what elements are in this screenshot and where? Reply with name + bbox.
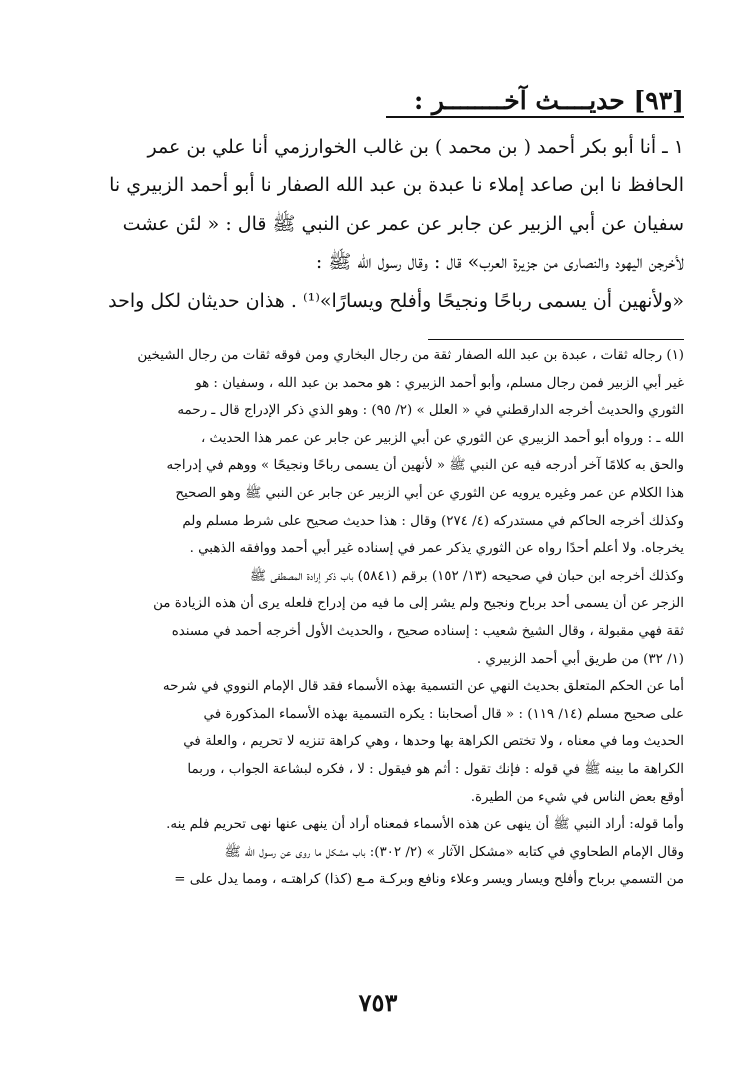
footnote-line: وكذلك أخرجه ابن حبان في صحيحه (١٣/ ١٥٢) برقم (٥٨٤١) باب ذكر إرادة المصطفى ﷺ [249,568,684,584]
footnote-line: على صحيح مسلم (١٤/ ١١٩) : « قال أصحابنا : يكره التسمية بهذه الأسماء المذكورة في [203,706,684,722]
main-text-line: سفيان عن أبي الزبير عن جابر عن عمر عن النبي ﷺ قال : « لئن عشت [122,212,684,235]
footnote-line: وأما قوله: أراد النبي ﷺ أن ينهى عن هذه الأسماء فمعناه أراد أن ينهى عنها نهى تحريم فلم ينه. [166,817,684,833]
footnote-line: الله ـ : ورواه أبو أحمد الزبيري عن الثوري عن أبي الزبير عن جابر عن عمر هذا الحديث ، [200,430,684,446]
footnote-line: والحق به كلامًا آخر أدرجه فيه عن النبي ﷺ « لأنهين أن يسمى رباحًا ونجيحًا » ووهم في إدراجه [166,458,684,474]
main-text-line: لأخرجن اليهود والنصارى من جزيرة العرب» قال : وقال رسول الله ﷺ : [315,251,684,274]
footnote-line: الثوري والحديث أخرجه الدارقطني في « العلل » (٢/ ٩٥) : وهو الذي ذكر الإدراج قال ـ رحمه [177,403,684,419]
footnote-line: أما عن الحكم المتعلق بحديث النهي عن التسمية بهذه الأسماء فقد قال الإمام النووي في شرحه [162,679,684,695]
footnotes [62,342,684,894]
hadith-heading: [٩٣] حديــــث آخــــــــر : [413,86,684,115]
footnote-separator [428,339,684,340]
footnote-line: وقال الإمام الطحاوي في كتابه «مشكل الآثار » (٢/ ٣٠٢): باب مشكل ما روى عن رسول الله ﷺ [224,844,684,860]
footnote-line: يخرجاه. ولا أعلم أحدًا رواه عن الثوري يذكر عمر في إسناده غير أبي أحمد ووافقه الذهبي . [189,541,684,557]
footnote-line: الحديث وما في معناه ، ولا تختص الكراهة بها وحدها ، وهي كراهة تنزيه لا تحريم ، والعلة في [183,734,684,750]
page-number: ٧٥٣ [358,988,398,1017]
main-text [62,128,684,320]
footnote-line: (١/ ٣٢) من طريق أبي أحمد الزبيري . [476,651,684,667]
main-text-line: الحافظ نا ابن صاعد إملاء نا عبدة بن عبد الله الصفار نا أبو أحمد الزبيري نا [109,174,684,197]
footnote-line: غير أبي الزبير فمن رجال مسلم، وأبو أحمد الزبيري : هو محمد بن عبد الله ، وسفيان : هو [195,375,684,391]
heading-underline [386,116,684,118]
footnote-line: ثقة فهي مقبولة ، وقال الشيخ شعيب : إسناده صحيح ، والحديث الأول أخرجه أحمد في مسنده [171,623,684,639]
footnote-line: وكذلك أخرجه الحاكم في مستدركه (٤/ ٢٧٤) وقال : هذا حديث صحيح على شرط مسلم ولم [182,513,684,529]
footnote-line: من التسمي برباح وأفلح ويسار ويسر وعلاء ونافع وبركـة مـع (كذا) كراهتـه ، ومما يدل على = [174,872,684,888]
footnote-line: الزجر عن أن يسمى أحد برباح ونجيح ولم يشر إلى ما فيه من إدراج فلعله يرى أن هذه الزيادة من [153,596,684,612]
main-text-line: ١ ـ أنا أبو بكر أحمد ( بن محمد ) بن غالب الخوارزمي أنا علي بن عمر [147,136,684,158]
footnote-line: الكراهة ما بينه ﷺ في قوله : فإنك تقول : أثم هو فيقول : لا ، فكره لبشاعة الجواب ، وربما [187,761,684,777]
main-text-line: «ولأنهين أن يسمى رباحًا ونجيحًا وأفلح ويسارًا»⁽¹⁾ . هذان حديثان لكل واحد [108,289,684,312]
footnote-line: هذا الكلام عن عمر وغيره يرويه عن الثوري عن أبي الزبير عن جابر عن النبي ﷺ وهو الصحيح [175,485,684,501]
footnote-line: (١) رجاله ثقات ، عبدة بن عبد الله الصفار ثقة من رجال البخاري ومن فوقه ثقات من رجال الشيخين [137,348,684,363]
footnote-line: أوقع بعض الناس في شيء من الطيرة. [470,789,684,805]
